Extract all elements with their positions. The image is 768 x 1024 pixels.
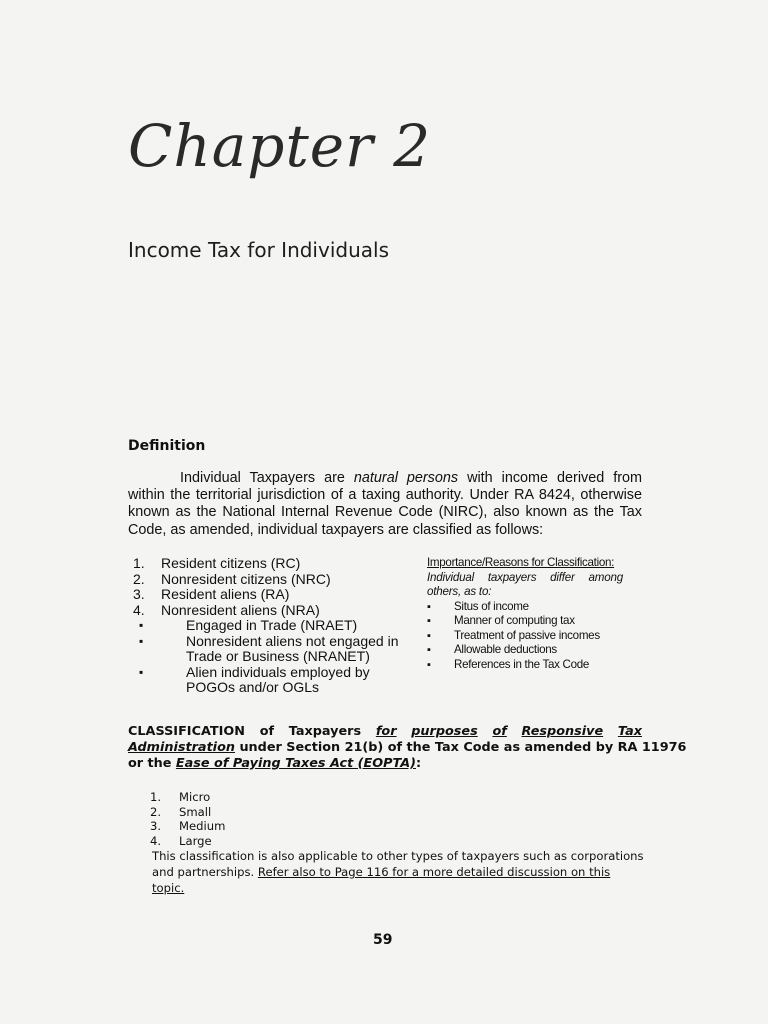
importance-list <box>427 600 623 673</box>
importance-item: ▪ Allowable deductions <box>427 643 623 658</box>
item-number: 3. <box>150 819 162 834</box>
sub-list-item: ▪ Alien individuals employed by POGOs and/or OGLs <box>128 665 420 696</box>
classification-word: Taxpayers <box>288 724 362 739</box>
item-label: Nonresident citizens (NRC) <box>161 570 331 587</box>
importance-intro: Individual taxpayers differ among others, as to: <box>427 570 623 598</box>
note-text: This classification is also applicable to other types of taxpayers such as corporations and partnerships. <box>152 849 644 879</box>
classification-word: of <box>259 724 275 739</box>
list-item <box>150 805 225 820</box>
classification-heading <box>128 724 687 772</box>
importance-item: ▪ References in the Tax Code <box>427 658 623 673</box>
item-number: 1. <box>133 555 145 571</box>
list-item <box>128 587 418 603</box>
item-number: 2. <box>133 570 145 587</box>
item-label: Nonresident aliens (NRA) <box>161 601 320 618</box>
classification-text: : <box>415 756 422 771</box>
definition-emphasis: natural persons <box>353 470 459 486</box>
definition-paragraph <box>128 470 642 539</box>
nonresident-alien-subtypes <box>128 618 420 696</box>
definition-text-end: with income derived from within the territorial jurisdiction of a taxing authority. Under RA 8424, otherwise known as the National Internal Revenue Code (NIRC), also known as the Tax Code, as amended, individual taxpayers are classified as follows: <box>128 470 642 538</box>
item-number: 4. <box>133 601 145 618</box>
classification-text: under Section 21(b) of the Tax Code as amended by RA 11976 <box>234 740 687 755</box>
sub-list-item: ▪ Engaged in Trade (NRAET) <box>128 618 420 634</box>
item-number: 2. <box>150 804 162 819</box>
item-label: Micro <box>179 790 211 804</box>
classification-underlined-word: purposes <box>411 724 478 739</box>
classification-line-2 <box>128 740 687 756</box>
taxpayer-classification-list <box>128 556 418 618</box>
item-number: 4. <box>150 834 162 849</box>
classification-underlined-word: Tax <box>617 724 642 739</box>
importance-item: ▪ Situs of income <box>427 600 623 615</box>
importance-item: ▪ Treatment of passive incomes <box>427 629 623 644</box>
item-label: Small <box>179 804 212 819</box>
taxpayer-size-list <box>150 790 225 849</box>
list-item <box>128 572 418 588</box>
classification-note <box>152 848 644 896</box>
chapter-heading: Chapter 2 <box>128 112 432 180</box>
eopta-reference: Ease of Paying Taxes Act (EOPTA) <box>175 756 416 771</box>
sub-list-item: ▪ Nonresident aliens not engaged in Trade or Business (NRANET) <box>128 634 420 665</box>
classification-line-1 <box>128 724 642 740</box>
item-label: Medium <box>179 819 226 834</box>
classification-text: or the <box>128 756 176 771</box>
section-heading-definition: Definition <box>128 438 206 454</box>
item-label: Resident citizens (RC) <box>161 555 301 571</box>
item-number: 3. <box>133 586 145 603</box>
item-label: Large <box>179 834 212 849</box>
classification-underlined-word: for <box>375 724 397 739</box>
item-number: 1. <box>150 790 162 804</box>
list-item <box>150 790 225 805</box>
classification-importance-box <box>427 556 623 672</box>
list-item <box>150 834 225 849</box>
list-item <box>150 819 225 834</box>
classification-line-3 <box>128 756 642 772</box>
classification-word: CLASSIFICATION <box>128 724 245 739</box>
classification-underlined-word: of <box>492 724 507 739</box>
importance-title: Importance/Reasons for Classification: <box>427 556 615 569</box>
classification-underlined-word: Responsive <box>521 724 604 739</box>
importance-item: ▪ Manner of computing tax <box>427 614 623 629</box>
item-label: Resident aliens (RA) <box>161 586 290 603</box>
page-reference: Refer also to Page 116 for a more detailed discussion on this topic. <box>152 865 611 895</box>
page-number: 59 <box>373 932 393 948</box>
list-item <box>128 556 418 572</box>
classification-underlined-word: Administration <box>128 740 235 755</box>
chapter-title: Income Tax for Individuals <box>128 238 389 262</box>
definition-text-start: Individual Taxpayers are <box>180 470 354 486</box>
